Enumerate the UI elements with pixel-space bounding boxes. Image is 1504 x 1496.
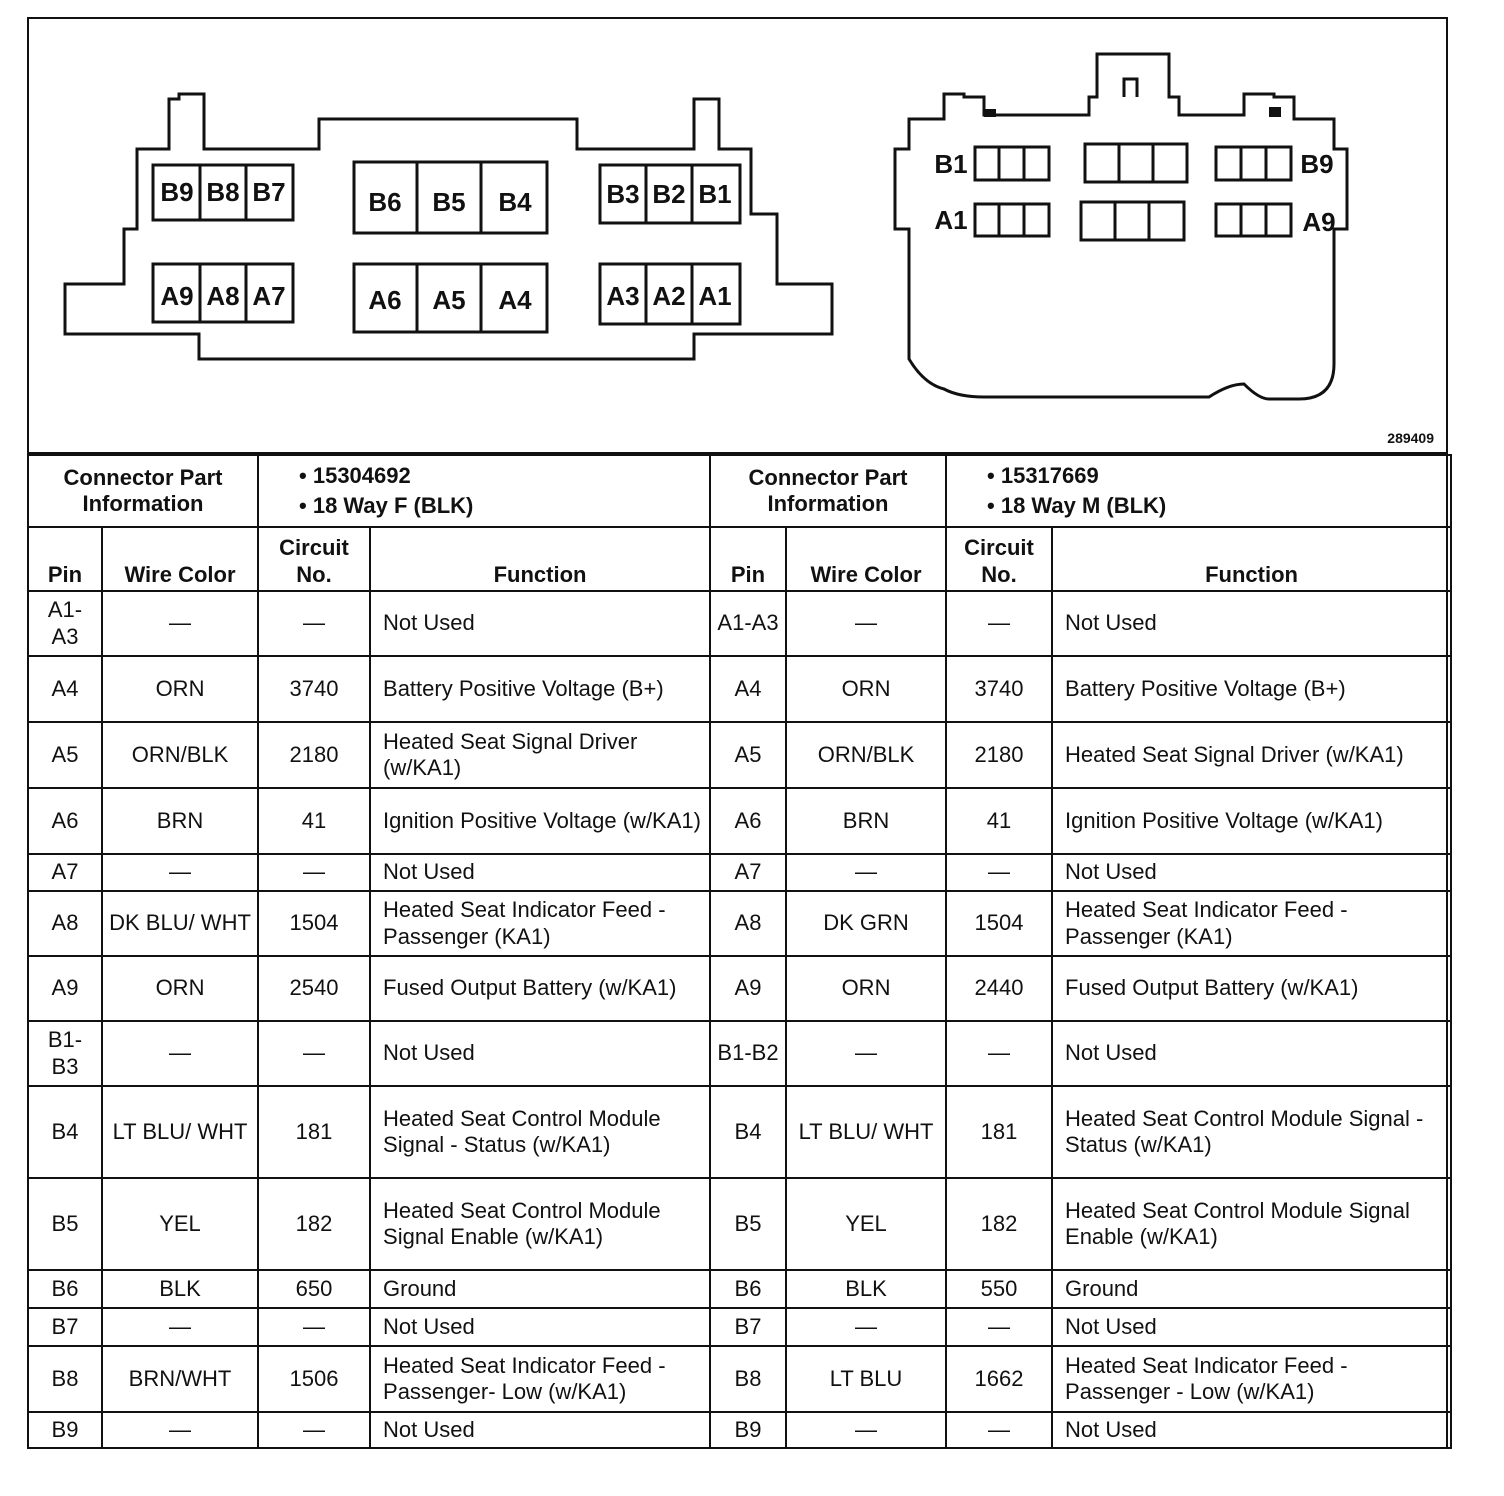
pin-label-b1: B1 [698,179,732,209]
wire-color-cell: LT BLU/ WHT [786,1086,946,1178]
pin-cell: A1-A3 [710,591,786,656]
circuit-cell: — [258,1021,370,1086]
function-cell: Heated Seat Indicator Feed - Passenger- Low (w/KA1) [370,1346,710,1412]
function-cell: Ground [370,1270,710,1308]
wire-color-cell: YEL [786,1178,946,1270]
header-function: Function [370,527,710,591]
circuit-cell: 181 [258,1086,370,1178]
circuit-cell: — [258,1308,370,1346]
pin-cell: B5 [28,1178,102,1270]
table-row [28,854,710,891]
connector-drawing [29,19,1446,452]
function-cell: Not Used [1052,1308,1451,1346]
pin-label-b6: B6 [368,187,402,217]
pin-label-b5: B5 [432,187,466,217]
pin-cell: A8 [28,891,102,956]
table-row [710,1346,1451,1412]
circuit-cell: — [946,1412,1052,1448]
wire-color-cell: — [102,1308,258,1346]
table-row [710,656,1451,722]
pinout-tables [29,454,1446,1447]
circuit-cell: 1506 [258,1346,370,1412]
female-connector-outline [65,94,832,359]
wire-color-cell: ORN [102,956,258,1021]
wire-color-cell: — [786,1308,946,1346]
circuit-cell: 3740 [946,656,1052,722]
circuit-cell: 2180 [946,722,1052,788]
wire-color-cell: — [102,1412,258,1448]
table-row [28,788,710,854]
drawing-id: 289409 [1387,430,1434,446]
table-row [710,854,1451,891]
circuit-cell: 3740 [258,656,370,722]
pin-cell: B5 [710,1178,786,1270]
wire-color-cell: DK GRN [786,891,946,956]
pin-cell: B1-B3 [28,1021,102,1086]
pin-cell: B8 [28,1346,102,1412]
wire-color-cell: — [102,854,258,891]
circuit-cell: 182 [946,1178,1052,1270]
wire-color-cell: BRN/WHT [102,1346,258,1412]
table-row [710,1270,1451,1308]
wire-color-cell: YEL [102,1178,258,1270]
function-cell: Not Used [370,1308,710,1346]
table-row [28,1412,710,1448]
male-pin-label-b9: B9 [1300,149,1334,179]
pin-cell: A5 [28,722,102,788]
circuit-cell: 1504 [258,891,370,956]
wire-color-cell: — [102,591,258,656]
function-cell: Heated Seat Control Module Signal - Status (w/KA1) [1052,1086,1451,1178]
table-row [28,656,710,722]
pin-cell: A7 [28,854,102,891]
wire-color-cell: ORN [786,656,946,722]
male-pin-label-a9: A9 [1302,207,1336,237]
part-number: 15304692 [312,462,411,488]
function-cell: Battery Positive Voltage (B+) [1052,656,1451,722]
function-cell: Not Used [370,591,710,656]
circuit-cell: 1504 [946,891,1052,956]
pin-label-b7: B7 [252,177,286,207]
table-row [710,1412,1451,1448]
pin-cell: B4 [710,1086,786,1178]
table-row [710,1086,1451,1178]
pin-cell: B6 [710,1270,786,1308]
male-connector-table [709,454,1452,1449]
circuit-cell: — [258,854,370,891]
pin-cell: B9 [28,1412,102,1448]
function-cell: Not Used [370,1021,710,1086]
pin-cell: A8 [710,891,786,956]
table-row [28,1021,710,1086]
circuit-cell: — [946,591,1052,656]
wire-color-cell: ORN [102,656,258,722]
function-cell: Heated Seat Indicator Feed - Passenger (KA1) [370,891,710,956]
function-cell: Heated Seat Signal Driver (w/KA1) [370,722,710,788]
header-wire-color: Wire Color [102,527,258,591]
wire-color-cell: — [102,1021,258,1086]
wire-color-cell: LT BLU [786,1346,946,1412]
circuit-cell: — [946,854,1052,891]
pin-label-a5: A5 [432,285,466,315]
function-cell: Not Used [1052,1412,1451,1448]
header-circuit: Circuit No. [258,527,370,591]
function-cell: Heated Seat Control Module Signal - Status (w/KA1) [370,1086,710,1178]
table-row [710,1178,1451,1270]
pin-label-b2: B2 [652,179,686,209]
function-cell: Not Used [1052,854,1451,891]
pin-label-b9: B9 [160,177,194,207]
circuit-cell: 1662 [946,1346,1052,1412]
circuit-cell: 550 [946,1270,1052,1308]
pin-label-a4: A4 [498,285,532,315]
male-pin-label-b1: B1 [934,149,968,179]
function-cell: Not Used [370,854,710,891]
function-cell: Ignition Positive Voltage (w/KA1) [370,788,710,854]
function-cell: Heated Seat Signal Driver (w/KA1) [1052,722,1451,788]
pin-label-a7: A7 [252,281,286,311]
function-cell: Not Used [1052,591,1451,656]
table-row [28,891,710,956]
header-function: Function [1052,527,1451,591]
function-cell: Heated Seat Control Module Signal Enable (w/KA1) [370,1178,710,1270]
table-row [710,956,1451,1021]
pin-cell: B8 [710,1346,786,1412]
table-row [28,591,710,656]
pin-cell: A9 [28,956,102,1021]
male-pin-label-a1: A1 [934,205,968,235]
pin-label-a2: A2 [652,281,686,311]
wire-color-cell: — [786,854,946,891]
wire-color-cell: BLK [102,1270,258,1308]
pin-cell: B9 [710,1412,786,1448]
wire-color-cell: — [786,1412,946,1448]
circuit-cell: 2180 [258,722,370,788]
function-cell: Ground [1052,1270,1451,1308]
table-row [710,1308,1451,1346]
wire-color-cell: BRN [102,788,258,854]
circuit-cell: — [258,1412,370,1448]
function-cell: Ignition Positive Voltage (w/KA1) [1052,788,1451,854]
wire-color-cell: LT BLU/ WHT [102,1086,258,1178]
connector-sheet [27,17,1448,1449]
circuit-cell: 2540 [258,956,370,1021]
table-row [710,788,1451,854]
pin-label-a8: A8 [206,281,240,311]
pin-cell: A4 [710,656,786,722]
pin-label-b4: B4 [498,187,532,217]
pin-cell: A1-A3 [28,591,102,656]
pin-cell: A5 [710,722,786,788]
function-cell: Fused Output Battery (w/KA1) [370,956,710,1021]
circuit-cell: — [946,1021,1052,1086]
pin-cell: A4 [28,656,102,722]
connector-description: 18 Way F (BLK) [312,493,474,518]
table-row [710,1021,1451,1086]
part-number: 15317669 [1000,462,1099,488]
header-pin: Pin [28,527,102,591]
function-cell: Not Used [1052,1021,1451,1086]
pin-cell: A9 [710,956,786,1021]
female-connector-table [27,454,711,1449]
pin-label-a6: A6 [368,285,402,315]
pin-label-a3: A3 [606,281,640,311]
table-row [710,891,1451,956]
circuit-cell: 182 [258,1178,370,1270]
wire-color-cell: BLK [786,1270,946,1308]
circuit-cell: 41 [946,788,1052,854]
wire-color-cell: ORN/BLK [786,722,946,788]
pin-label-a1: A1 [698,281,732,311]
circuit-cell: 41 [258,788,370,854]
header-circuit: Circuit No. [946,527,1052,591]
table-row [28,722,710,788]
table-row [710,722,1451,788]
pin-cell: B1-B2 [710,1021,786,1086]
wire-color-cell: BRN [786,788,946,854]
table-row [28,1346,710,1412]
table-row [28,956,710,1021]
info-label: Connector Part Information [710,455,946,527]
wire-color-cell: — [786,1021,946,1086]
circuit-cell: — [258,591,370,656]
pin-label-a9: A9 [160,281,194,311]
header-pin: Pin [710,527,786,591]
pin-cell: A6 [710,788,786,854]
connector-description: 18 Way M (BLK) [1000,493,1167,518]
function-cell: Fused Output Battery (w/KA1) [1052,956,1451,1021]
function-cell: Heated Seat Control Module Signal Enable (w/KA1) [1052,1178,1451,1270]
table-row [28,1086,710,1178]
function-cell: Heated Seat Indicator Feed - Passenger - Low (w/KA1) [1052,1346,1451,1412]
connector-diagram [29,19,1446,454]
function-cell: Battery Positive Voltage (B+) [370,656,710,722]
function-cell: Heated Seat Indicator Feed - Passenger (KA1) [1052,891,1451,956]
wire-color-cell: DK BLU/ WHT [102,891,258,956]
circuit-cell: 650 [258,1270,370,1308]
table-row [710,591,1451,656]
pin-label-b8: B8 [206,177,240,207]
circuit-cell: 2440 [946,956,1052,1021]
pin-cell: A6 [28,788,102,854]
circuit-cell: 181 [946,1086,1052,1178]
pin-cell: B6 [28,1270,102,1308]
table-row [28,1178,710,1270]
table-row [28,1308,710,1346]
part-info: • 15304692 • 18 Way F (BLK) [258,455,710,527]
pin-cell: B7 [28,1308,102,1346]
info-label: Connector Part Information [28,455,258,527]
header-wire-color: Wire Color [786,527,946,591]
wire-color-cell: — [786,591,946,656]
part-info: • 15317669 • 18 Way M (BLK) [946,455,1451,527]
pin-cell: B4 [28,1086,102,1178]
circuit-cell: — [946,1308,1052,1346]
table-row [28,1270,710,1308]
pin-cell: B7 [710,1308,786,1346]
wire-color-cell: ORN/BLK [102,722,258,788]
pin-cell: A7 [710,854,786,891]
wire-color-cell: ORN [786,956,946,1021]
pin-label-b3: B3 [606,179,640,209]
function-cell: Not Used [370,1412,710,1448]
